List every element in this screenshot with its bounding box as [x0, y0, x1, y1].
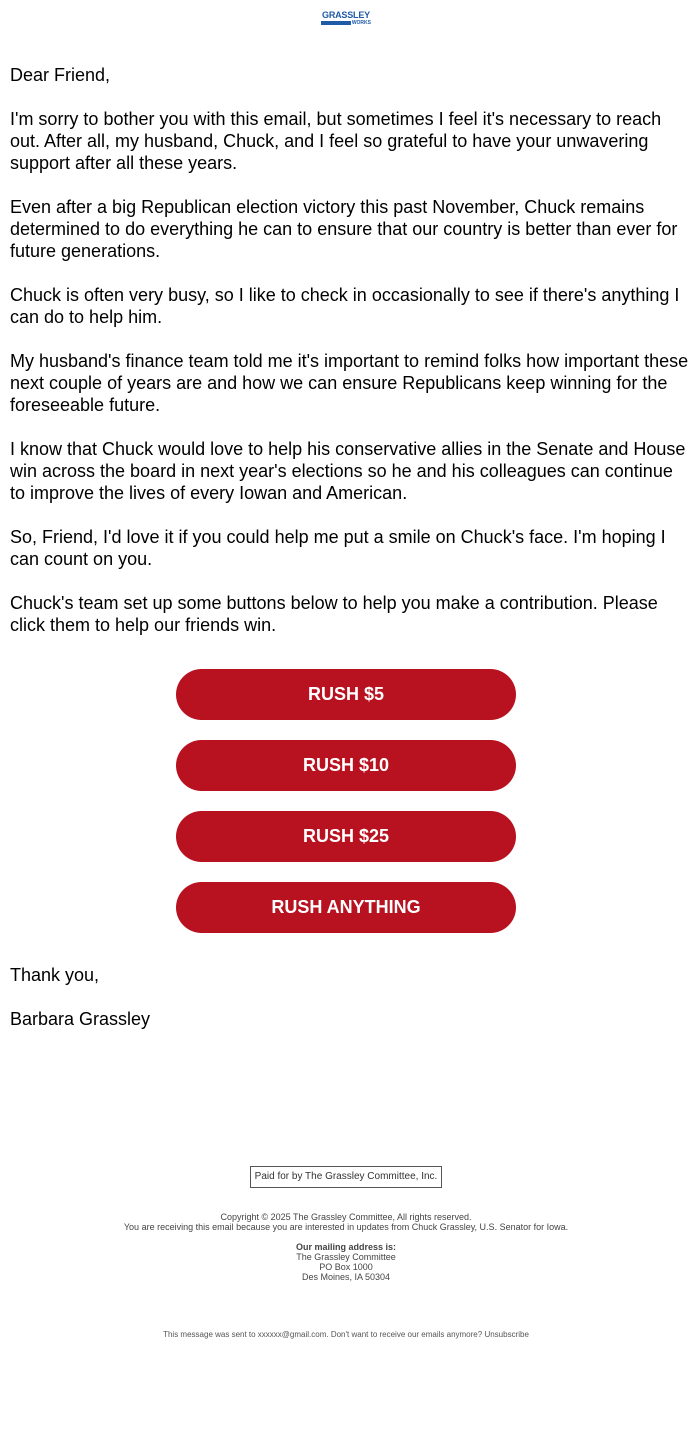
footer: [0, 1212, 692, 1282]
grassley-logo[interactable]: [321, 10, 371, 26]
paragraph-6: So, Friend, I'd love it if you could help me put a smile on Chuck's face. I'm hoping I can count on you.: [10, 527, 666, 569]
address-line-2: PO Box 1000: [319, 1262, 373, 1272]
address-line-3: Des Moines, IA 50304: [301, 1272, 391, 1282]
letter-body: [10, 64, 690, 658]
rush-5-button[interactable]: RUSH $5: [176, 669, 516, 720]
paid-for-disclaimer: Paid for by The Grassley Committee, Inc.: [250, 1166, 442, 1188]
unsubscribe-link[interactable]: Unsubscribe: [484, 1330, 529, 1339]
logo-bar: [321, 21, 351, 25]
paragraph-4: My husband's finance team told me it's important to remind folks how important these next couple of years are and how we can ensure Republicans keep winning for the foreseeable future.: [10, 351, 689, 415]
logo-wordmark: GRASSLEY: [322, 10, 370, 20]
rush-anything-button[interactable]: RUSH ANYTHING: [176, 882, 516, 933]
closing: Thank you,: [10, 965, 100, 985]
sent-to-text: This message was sent to xxxxxx@gmail.com. Don't want to receive our emails anymore?: [163, 1330, 483, 1339]
logo-underline: [321, 20, 371, 26]
greeting: Dear Friend,: [10, 65, 111, 85]
rush-10-button[interactable]: RUSH $10: [176, 740, 516, 791]
signoff: [10, 964, 690, 1052]
paragraph-5: I know that Chuck would love to help his conservative allies in the Senate and House win across the board in next year's elections so he and his colleagues can continue to improve the lives of every Iowan and American.: [10, 439, 686, 503]
address-line-1: The Grassley Committee: [296, 1252, 396, 1262]
signature: Barbara Grassley: [10, 1009, 151, 1029]
paragraph-2: Even after a big Republican election victory this past November, Chuck remains determined to do everything he can to ensure that our country is better than ever for future generations.: [10, 197, 678, 261]
paragraph-7: Chuck's team set up some buttons below to help you make a contribution. Please click them to help our friends win.: [10, 593, 658, 635]
paragraph-3: Chuck is often very busy, so I like to check in occasionally to see if there's anything I can do to help him.: [10, 285, 680, 327]
unsubscribe-line: [0, 1330, 692, 1340]
paragraph-1: I'm sorry to bother you with this email, but sometimes I feel it's necessary to reach out. After all, my husband, Chuck, and I feel so grateful to have your unwavering support after all these years.: [10, 109, 662, 173]
rush-25-button[interactable]: RUSH $25: [176, 811, 516, 862]
mailing-address-label: Our mailing address is:: [295, 1242, 397, 1252]
receiving-reason: You are receiving this email because you are interested in updates from Chuck Grassley, U.S. Senator for Iowa.: [123, 1222, 569, 1232]
copyright: Copyright © 2025 The Grassley Committee, All rights reserved.: [220, 1212, 472, 1222]
logo-subtitle: WORKS: [351, 20, 371, 26]
donation-buttons: [176, 669, 516, 953]
